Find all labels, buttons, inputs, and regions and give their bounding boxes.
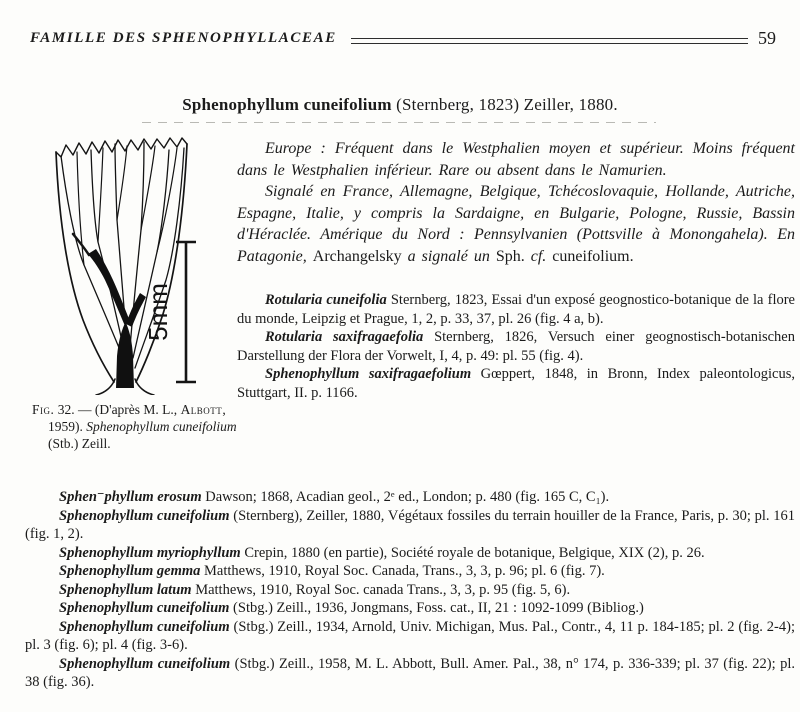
heading-underline-artifact xyxy=(142,122,656,123)
page-number: 59 xyxy=(758,28,776,48)
distribution-paragraph-signale: Signalé en France, Allemagne, Belgique, Tchécoslovaquie, Hollande, Autriche, Espagne, Italie, y compris la Sardaigne, en Bulgarie, Pologne, Russie, Bassin d'Héraclée. Amérique du Nord : Pennsylvanien (Pottsville à Monongahela). En Patagonie, Archangelsky a signalé un Sph. cf. cuneifolium. xyxy=(237,183,795,265)
synonymy-entry-erosum: Sphen⁻phyllum erosum Dawson; 1868, Acadian geol., 2ᵉ ed., London; p. 480 (fig. 165 C, C₁). xyxy=(59,489,610,505)
page-header xyxy=(30,28,776,49)
header-double-rule xyxy=(351,38,748,44)
synonymy-entry-rotularia-saxifragaefolia: Rotularia saxifragaefolia Sternberg, 1826, Versuch einer geognostisch-botanischen Darstellung der Flora der Vorwelt, I, 4, p. 49: pl. 55 (fig. 4). xyxy=(237,329,795,364)
species-heading: Sphenophyllum cuneifolium (Sternberg, 1823) Zeiller, 1880. xyxy=(182,95,618,114)
synonymy-entry-cuneifolium-1958: Sphenophyllum cuneifolium (Stbg.) Zeill., 1958, M. L. Abbott, Bull. Amer. Pal., 38, n° 174, p. 336-339; pl. 37 (fig. 22); pl. 38 (fig. 36). xyxy=(25,655,795,690)
synonymy-entry-rotularia-cuneifolia: Rotularia cuneifolia Sternberg, 1823, Essai d'un exposé geognostico-botanique de la flore du monde, Leipzig et Prague, 1, 2, p. 33, 37, pl. 26 (fig. 4 a, b). xyxy=(237,292,795,327)
fossil-leaf-drawing xyxy=(26,130,232,395)
figure-caption: Fig. 32. — (D'après M. L., Albott, 1959). Sphenophyllum cuneifolium (Stb.) Zeill. xyxy=(32,402,237,451)
synonymy-entry-cuneifolium-1936: Sphenophyllum cuneifolium (Stbg.) Zeill., 1936, Jongmans, Foss. cat., II, 21 : 1092-1099 (Bibliog.) xyxy=(59,600,644,616)
distribution-paragraph-europe: Europe : Fréquent dans le Westphalien moyen et supérieur. Moins fréquent dans le Westphalien inférieur. Rare ou absent dans le Namurien. xyxy=(237,140,795,179)
synonymy-entry-latum: Sphenophyllum latum Matthews, 1910, Royal Soc. canada Trans., 3, 3, p. 95 (fig. 5, 6). xyxy=(59,581,571,598)
synonymy-entry-gemma: Sphenophyllum gemma Matthews, 1910, Royal Soc. Canada, Trans., 3, 3, p. 96; pl. 6 (fig. 7). xyxy=(59,563,605,579)
scale-bar xyxy=(176,242,196,382)
synonymy-entry-cuneifolium-1880: Sphenophyllum cuneifolium (Sternberg), Zeiller, 1880, Végétaux fossiles du terrain houiller de la France, Paris, p. 30; pl. 161 (fig. 1, 2). xyxy=(25,507,795,542)
right-column xyxy=(237,138,795,403)
scale-label: 5mm xyxy=(143,283,173,341)
synonymy-entry-cuneifolium-1934: Sphenophyllum cuneifolium (Stbg.) Zeill., 1934, Arnold, Univ. Michigan, Mus. Pal., Contr., 4, 11 p. 184-185; pl. 2 (fig. 2-4); pl. 3 (fig. 6); pl. 4 (fig. 3-6). xyxy=(25,618,795,653)
synonymy-entry-sph-saxifragaefolium: Sphenophyllum saxifragaefolium Gœppert, 1848, in Bronn, Index paleontologicus, Stuttgart, II. p. 1166. xyxy=(237,366,796,401)
figure-32 xyxy=(26,130,237,452)
synonymy-list xyxy=(25,488,795,692)
synonymy-entry-myriophyllum: Sphenophyllum myriophyllum Crepin, 1880 (en partie), Société royale de botanique, Belgique, XIX (2), p. 26. xyxy=(59,544,705,561)
running-title: FAMILLE DES SPHENOPHYLLACEAE xyxy=(30,30,337,46)
